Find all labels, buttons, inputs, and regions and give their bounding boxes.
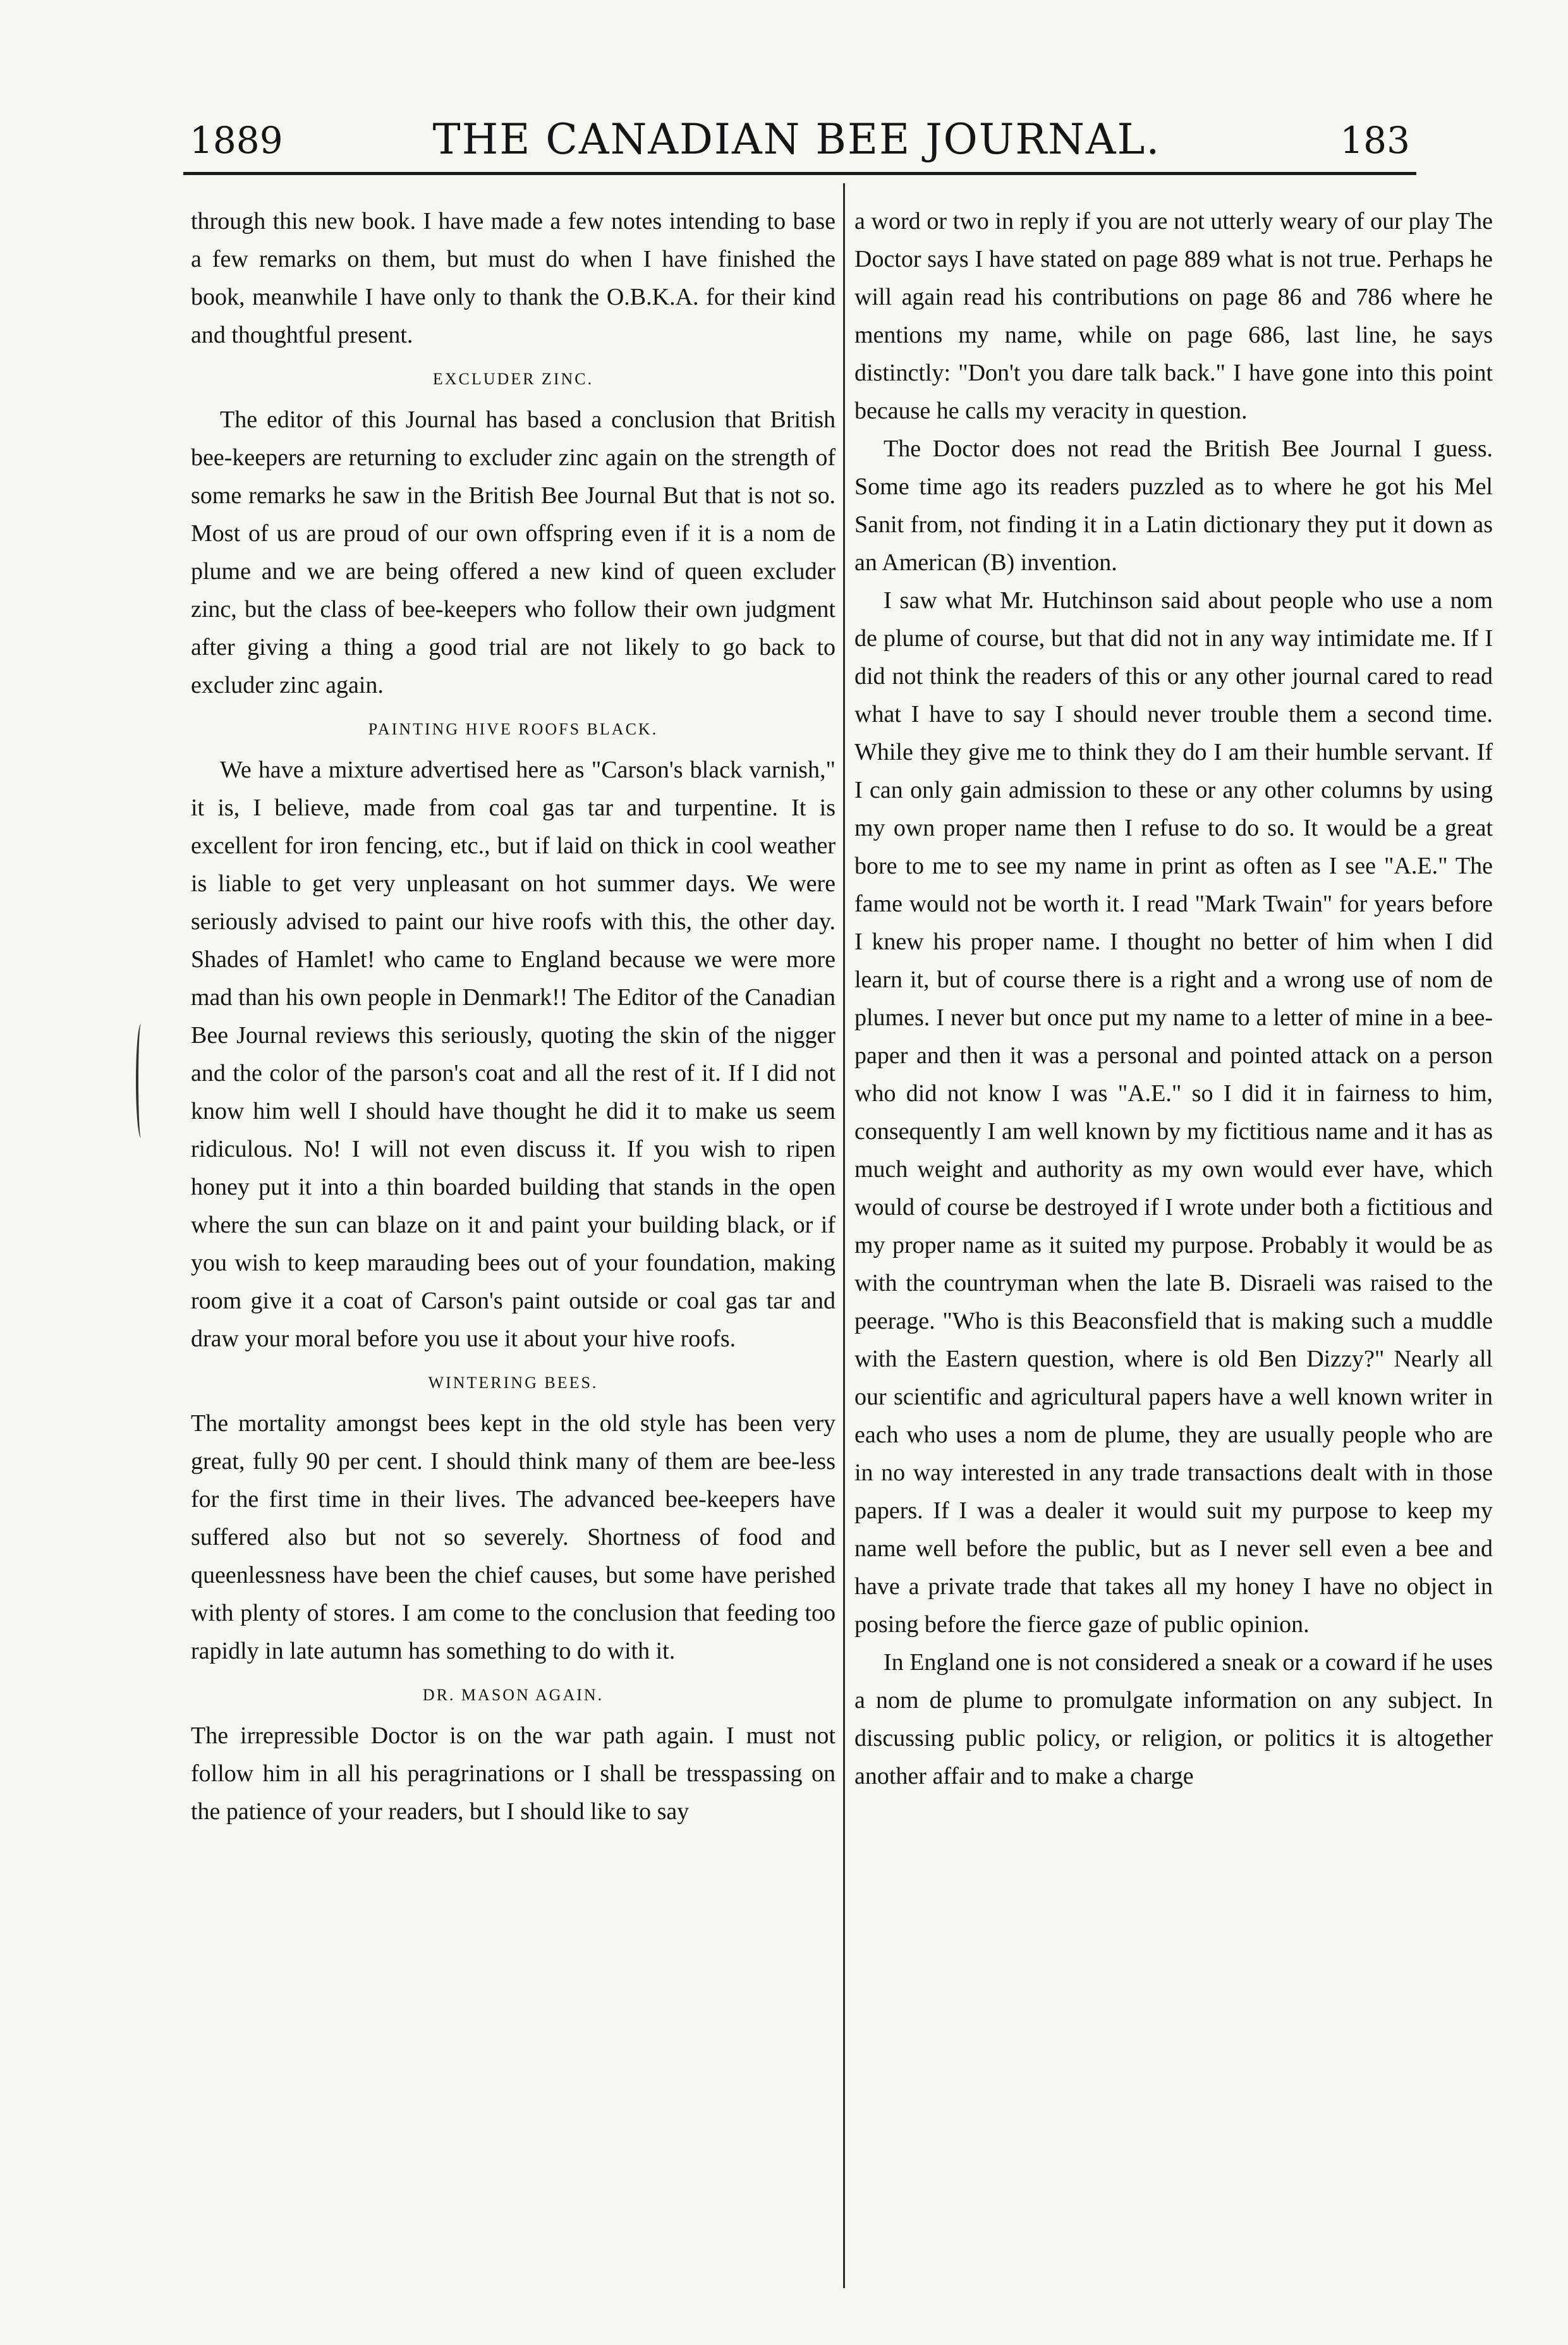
margin-mark xyxy=(136,1024,146,1138)
paragraph: We have a mixture advertised here as "Carson's black varnish," it is, I believe, made from coal gas tar and turpentine. It is excellent for iron fencing, etc., but if laid on thick in cool weather is liable to get very unpleasant on hot summer days. We were seriously advised to paint our hive roofs with this, the other day. Shades of Hamlet! who came to England because we were more mad than his own people in Denmark!! The Editor of the Canadian Bee Journal reviews this seriously, quoting the skin of the nigger and the color of the parson's coat and all the rest of it. If I did not know him well I should have thought he did it to make us seem ridiculous. No! I will not even discuss it. If you wish to ripen honey put it into a thin boarded building that stands in the open where the sun can blaze on it and paint your building black, or if you wish to keep marauding bees out of your foundation, making room give it a coat of Carson's paint outside or coal gas tar and draw your moral before you use it about your hive roofs. xyxy=(191,757,836,1352)
section-heading: WINTERING BEES. xyxy=(428,1374,599,1392)
paragraph: a word or two in reply if you are not utterly weary of our play The Doctor says I have stated on page 889 what is not true. Perhaps he will again read his contributions on page 86 and 786 where he mentions my name, while on page 686, last line, he says distinctly: "Don't you dare talk back." I have gone into this point because he calls my veracity in question. xyxy=(854,208,1493,424)
section-heading: EXCLUDER ZINC. xyxy=(432,370,594,388)
section-heading: DR. MASON AGAIN. xyxy=(422,1686,604,1704)
page-number: 183 xyxy=(1340,119,1410,162)
paragraph: The mortality amongst bees kept in the old style has been very great, fully 90 per cent. I should think many of them are bee-less for the first time in their lives. The advanced bee-keepers have suffered also but not so severely. Shortness of food and queenlessness have been the chief causes, but some have perished with plenty of stores. I am come to the conclusion that feeding too rapidly in late autumn has something to do with it. xyxy=(191,1410,836,1664)
paragraph: The irrepressible Doctor is on the war path again. I must not follow him in all his peragrinations or I shall be tresspassing on the patience of your readers, but I should like to say xyxy=(191,1722,836,1825)
left-column xyxy=(191,202,836,1830)
journal-title: THE CANADIAN BEE JOURNAL. xyxy=(432,115,1161,164)
paragraph: through this new book. I have made a few notes intending to base a few remarks on them, but must do when I have finished the book, meanwhile I have only to thank the O.B.K.A. for their kind and thoughtful present. xyxy=(191,208,836,348)
header-rule xyxy=(183,172,1416,175)
paragraph: The Doctor does not read the British Bee Journal I guess. Some time ago its readers puzzled as to where he got his Mel Sanit from, not finding it in a Latin dictionary they put it down as an American (B) invention. xyxy=(854,436,1493,576)
right-column xyxy=(854,202,1493,1795)
column-divider xyxy=(843,183,845,2288)
section-heading: PAINTING HIVE ROOFS BLACK. xyxy=(368,720,659,738)
paragraph: In England one is not considered a sneak or a coward if he uses a nom de plume to promulgate information on any subject. In discussing public policy, or religion, or politics it is altogether another affair and to make a charge xyxy=(854,1649,1493,1789)
paragraph: I saw what Mr. Hutchinson said about people who use a nom de plume of course, but that did not in any way intimidate me. If I did not think the readers of this or any other journal cared to read what I have to say I should never trouble them a second time. While they give me to think they do I am their humble servant. If I can only gain admission to these or any other columns by using my own proper name then I refuse to do so. It would be a great bore to me to see my name in print as often as I see "A.E." The fame would not be worth it. I read "Mark Twain" for years before I knew his proper name. I thought no better of him when I did learn it, but of course there is a right and a wrong use of nom de plumes. I never but once put my name to a letter of mine in a bee-paper and then it was a personal and pointed attack on a person who did not know I was "A.E." so I did it in fairness to him, consequently I am well known by my fictitious name and it has as much weight and authority as my own would ever have, which would of course be destroyed if I wrote under both a fictitious and my proper name as it suited my purpose. Probably it would be as with the countryman when the late B. Disraeli was raised to the peerage. "Who is this Beaconsfield that is making such a muddle with the Eastern question, where is old Ben Dizzy?" Nearly all our scientific and agricultural papers have a well known writer in each who uses a nom de plume, they are usually people who are in no way interested in any trade transactions dealt with in those papers. If I was a dealer it would suit my purpose to keep my name well before the public, but as I never sell even a bee and have a private trade that takes all my honey I have no object in posing before the fierce gaze of public opinion. xyxy=(854,587,1493,1638)
page-header xyxy=(177,107,1416,164)
paragraph: The editor of this Journal has based a conclusion that British bee-keepers are returning to excluder zinc again on the strength of some remarks he saw in the British Bee Journal But that is not so. Most of us are proud of our own offspring even if it is a nom de plume and we are being offered a new kind of queen excluder zinc, but the class of bee-keepers who follow their own judgment after giving a thing a good trial are not likely to go back to excluder zinc again. xyxy=(191,406,836,698)
header-year: 1889 xyxy=(190,119,283,162)
